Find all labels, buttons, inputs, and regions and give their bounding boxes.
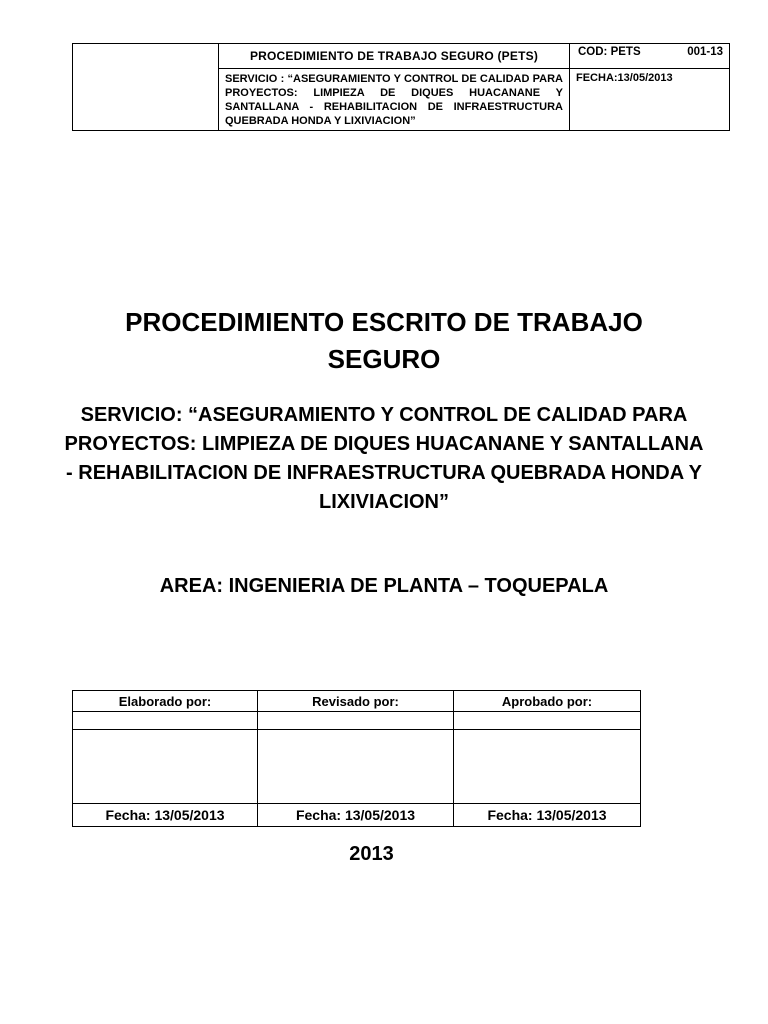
elaborated-by-name: [73, 712, 258, 730]
reviewed-by-name: [258, 712, 454, 730]
header-title: PROCEDIMIENTO DE TRABAJO SEGURO (PETS): [219, 44, 570, 69]
main-title: PROCEDIMIENTO ESCRITO DE TRABAJO SEGURO: [125, 307, 643, 374]
approved-by-name: [454, 712, 641, 730]
document-year: 2013: [349, 843, 394, 865]
header-table: [72, 43, 730, 131]
code-cell: [570, 44, 730, 69]
logo-cell: [73, 44, 219, 131]
header-date: FECHA:13/05/2013: [570, 69, 730, 131]
elaborated-by-signature: [73, 730, 258, 804]
reviewed-by-signature: [258, 730, 454, 804]
signature-table: [72, 690, 641, 827]
code-value: 001-13: [687, 46, 723, 58]
approved-by-header: Aprobado por:: [454, 691, 641, 712]
area-label: AREA: INGENIERIA DE PLANTA – TOQUEPALA: [159, 575, 609, 597]
reviewed-date: Fecha: 13/05/2013: [258, 804, 454, 827]
elaborated-date: Fecha: 13/05/2013: [73, 804, 258, 827]
code-label: COD: PETS: [578, 46, 641, 58]
service-description: SERVICIO: “ASEGURAMIENTO Y CONTROL DE CALIDAD PARA PROYECTOS: LIMPIEZA DE DIQUES HUACANANE Y SANTALLANA - REHABILITACION DE INFRAESTRUCTURA QUEBRADA HONDA Y LIXIVIACION”: [64, 404, 704, 513]
reviewed-by-header: Revisado por:: [258, 691, 454, 712]
approved-date: Fecha: 13/05/2013: [454, 804, 641, 827]
approved-by-signature: [454, 730, 641, 804]
elaborated-by-header: Elaborado por:: [73, 691, 258, 712]
header-service: SERVICIO : “ASEGURAMIENTO Y CONTROL DE CALIDAD PARA PROYECTOS: LIMPIEZA DE DIQUES HUACANANE Y SANTALLANA - REHABILITACION DE INFRAESTRUCTURA QUEBRADA HONDA Y LIXIVIACION”: [219, 69, 570, 131]
